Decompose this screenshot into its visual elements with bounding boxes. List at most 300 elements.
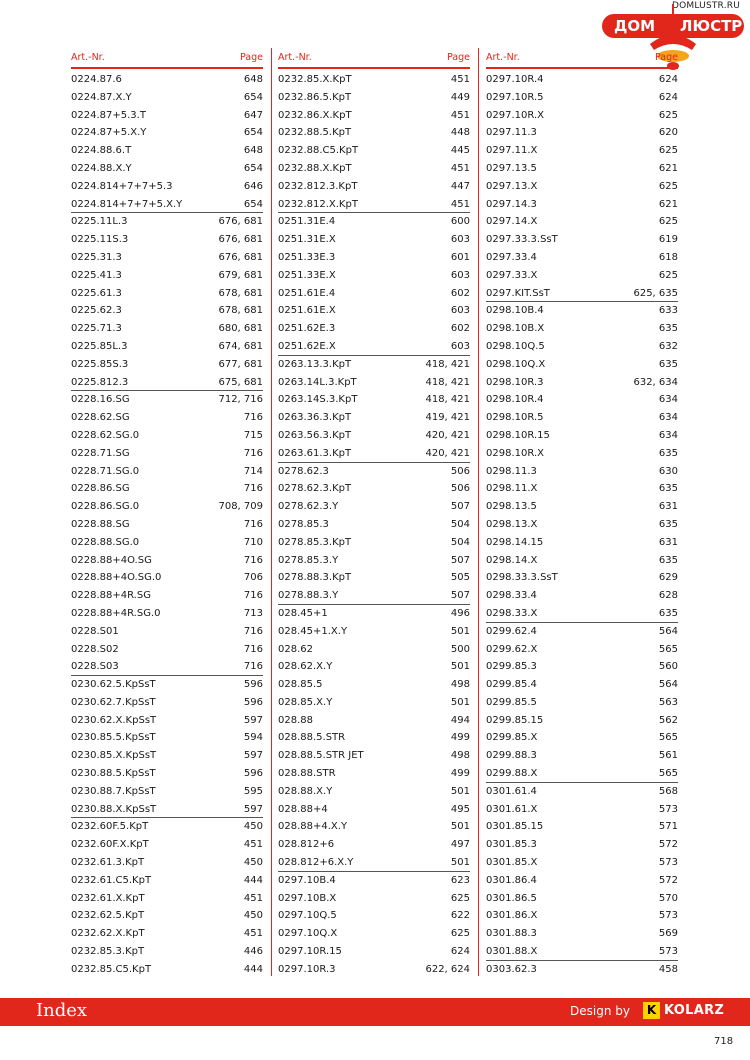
page-reference: 597 — [243, 714, 263, 726]
index-row — [278, 854, 470, 872]
article-number: 0228.62.SG.0 — [71, 429, 140, 441]
article-number: 0297.13.X — [486, 180, 538, 192]
article-number: 0224.87+5.X.Y — [71, 127, 147, 139]
article-number: 0297.13.5 — [486, 162, 537, 174]
article-number: 0301.85.X — [486, 857, 538, 869]
article-number: 0225.812.3 — [71, 376, 129, 388]
index-row — [486, 391, 678, 409]
article-number: 0297.10Q.X — [278, 928, 338, 940]
page-reference: 504 — [450, 518, 470, 530]
index-row — [486, 694, 678, 712]
article-number: 0228.86.SG — [71, 483, 130, 495]
article-number: 0298.33.3.SsT — [486, 572, 558, 584]
article-number: 028.88.X.Y — [278, 785, 333, 797]
index-row — [486, 961, 678, 979]
index-row — [486, 213, 678, 231]
page-reference: 624 — [658, 74, 678, 85]
index-row — [486, 374, 678, 392]
page-reference: 595 — [243, 785, 263, 797]
page-reference: 635 — [658, 447, 678, 459]
page-reference: 622, 624 — [425, 963, 470, 975]
article-number: 0232.812.X.KpT — [278, 198, 358, 210]
article-number: 028.62 — [278, 643, 313, 655]
footer-title: Index — [36, 1000, 88, 1021]
article-number: 028.45+1 — [278, 607, 328, 619]
brand-name: KOLARZ — [664, 1003, 725, 1018]
article-number: 0298.10Q.X — [486, 358, 546, 370]
article-number: 0298.14.X — [486, 554, 538, 566]
article-number: 0224.87.X.Y — [71, 91, 132, 103]
article-number: 0232.88.5.KpT — [278, 127, 352, 139]
page-reference: 631 — [658, 501, 678, 513]
index-row — [278, 961, 470, 979]
index-row — [71, 907, 263, 925]
article-number: 0224.87.6 — [71, 74, 122, 85]
page-reference: 706 — [243, 572, 263, 584]
page-reference: 716 — [243, 554, 263, 566]
article-number: 0224.87+5.3.T — [71, 109, 146, 121]
page-reference: 635 — [658, 323, 678, 335]
page-reference: 603 — [450, 305, 470, 317]
index-row — [278, 463, 470, 481]
index-row — [486, 623, 678, 641]
page-reference: 507 — [450, 590, 470, 602]
column-header — [71, 48, 263, 69]
index-row — [278, 747, 470, 765]
page-reference: 678, 681 — [218, 305, 263, 317]
article-number: 0299.85.5 — [486, 696, 537, 708]
article-number: 0297.10R.X — [486, 109, 544, 121]
article-number: 0278.62.3 — [278, 465, 329, 477]
index-row — [278, 71, 470, 89]
article-number: 028.88+4.X.Y — [278, 821, 348, 833]
index-row — [278, 89, 470, 107]
article-number: 028.88.5.STR JET — [278, 750, 364, 762]
article-number: 0299.85.X — [486, 732, 538, 744]
article-number: 028.88.5.STR — [278, 732, 346, 744]
article-number: 028.62.X.Y — [278, 661, 333, 673]
article-number: 0225.41.3 — [71, 269, 122, 281]
index-row — [486, 267, 678, 285]
page-reference: 498 — [450, 679, 470, 691]
page-reference: 573 — [658, 946, 678, 958]
article-number: 0278.88.3.Y — [278, 590, 339, 602]
index-row — [486, 872, 678, 890]
index-row — [71, 463, 263, 481]
index-row — [278, 320, 470, 338]
index-row — [71, 71, 263, 89]
article-number: 0228.88+4R.SG.0 — [71, 607, 161, 619]
index-row — [278, 818, 470, 836]
page-reference: 646 — [243, 180, 263, 192]
index-row — [71, 605, 263, 623]
index-row — [486, 124, 678, 142]
index-row — [71, 320, 263, 338]
article-number: 0230.88.X.KpSsT — [71, 803, 157, 815]
index-row — [71, 552, 263, 570]
index-row — [486, 107, 678, 125]
page-reference: 601 — [450, 251, 470, 263]
index-row — [71, 836, 263, 854]
index-row — [486, 409, 678, 427]
index-row — [278, 498, 470, 516]
index-row — [278, 552, 470, 570]
page-reference: 631 — [658, 536, 678, 548]
index-row — [278, 338, 470, 356]
page-reference: 596 — [243, 679, 263, 691]
index-row — [71, 124, 263, 142]
page-reference: 716 — [243, 643, 263, 655]
index-row — [486, 925, 678, 943]
article-number: 0298.10R.3 — [486, 376, 544, 388]
article-number: 0299.85.3 — [486, 661, 537, 673]
page-reference: 500 — [450, 643, 470, 655]
page-reference: 506 — [450, 465, 470, 477]
page-reference: 625 — [658, 216, 678, 228]
article-number: 0232.61.C5.KpT — [71, 874, 152, 886]
article-number: 0224.88.X.Y — [71, 162, 132, 174]
kolarz-logo-icon: K — [643, 1002, 660, 1019]
article-number: 0225.31.3 — [71, 251, 122, 263]
page-reference: 647 — [243, 109, 263, 121]
index-row — [278, 516, 470, 534]
index-row — [278, 623, 470, 641]
index-row — [71, 196, 263, 214]
index-row — [71, 712, 263, 730]
article-number: 0232.60F.5.KpT — [71, 821, 149, 833]
page-reference: 675, 681 — [218, 376, 263, 388]
footer-bar — [0, 998, 750, 1026]
index-row — [278, 391, 470, 409]
article-number: 0263.36.3.KpT — [278, 412, 352, 424]
article-number: 028.812+6.X.Y — [278, 857, 354, 869]
index-row — [71, 623, 263, 641]
index-row — [486, 516, 678, 534]
page-reference: 420, 421 — [425, 429, 470, 441]
page-reference: 448 — [450, 127, 470, 139]
index-row — [278, 196, 470, 214]
article-number: 0228.S02 — [71, 643, 119, 655]
page-reference: 561 — [658, 750, 678, 762]
article-number: 0232.812.3.KpT — [278, 180, 358, 192]
page-reference: 635 — [658, 554, 678, 566]
page-reference: 450 — [243, 821, 263, 833]
page-reference: 565 — [658, 768, 678, 780]
page-reference: 597 — [243, 803, 263, 815]
logo-site-text: DOMLUSTR.RU — [672, 1, 740, 11]
page-reference: 603 — [450, 234, 470, 246]
index-row — [278, 890, 470, 908]
article-number: 0232.85.C5.KpT — [71, 963, 152, 975]
index-row — [71, 641, 263, 659]
index-row — [71, 107, 263, 125]
column-divider — [478, 48, 479, 976]
index-row — [278, 836, 470, 854]
index-row — [71, 694, 263, 712]
page-reference: 600 — [450, 216, 470, 228]
page-reference: 499 — [450, 732, 470, 744]
article-number: 0251.61E.4 — [278, 287, 336, 299]
index-column-2 — [278, 48, 470, 977]
index-row — [278, 160, 470, 178]
index-row — [278, 534, 470, 552]
page-reference: 621 — [658, 162, 678, 174]
index-row — [71, 142, 263, 160]
page-reference: 562 — [658, 714, 678, 726]
article-number: 0278.62.3.Y — [278, 501, 339, 513]
page-reference: 602 — [450, 323, 470, 335]
page-reference: 560 — [658, 661, 678, 673]
index-row — [71, 231, 263, 249]
page-reference: 654 — [243, 91, 263, 103]
index-row — [278, 302, 470, 320]
index-rows — [278, 71, 470, 979]
logo-bar — [602, 14, 744, 38]
page-reference: 680, 681 — [218, 323, 263, 335]
page-reference: 444 — [243, 874, 263, 886]
page-reference: 420, 421 — [425, 447, 470, 459]
column-header — [278, 48, 470, 69]
page-reference: 451 — [450, 109, 470, 121]
index-row — [71, 801, 263, 819]
index-row — [486, 676, 678, 694]
article-number: 0228.S03 — [71, 661, 119, 673]
index-row — [278, 676, 470, 694]
article-number: 0228.71.SG.0 — [71, 465, 140, 477]
page-reference: 677, 681 — [218, 358, 263, 370]
article-number: 028.812+6 — [278, 839, 335, 851]
page-reference: 676, 681 — [218, 251, 263, 263]
article-number: 0228.88.SG — [71, 518, 130, 530]
index-row — [486, 302, 678, 320]
article-number: 0297.10R.4 — [486, 74, 544, 85]
index-row — [71, 498, 263, 516]
index-row — [278, 356, 470, 374]
page-reference: 565 — [658, 643, 678, 655]
page-reference: 501 — [450, 857, 470, 869]
article-number: 0298.10R.5 — [486, 412, 544, 424]
page-reference: 716 — [243, 518, 263, 530]
article-number: 0251.61E.X — [278, 305, 336, 317]
index-row — [486, 445, 678, 463]
page-reference: 572 — [658, 874, 678, 886]
page-reference: 634 — [658, 394, 678, 406]
index-row — [71, 747, 263, 765]
article-number: 0301.61.4 — [486, 785, 537, 797]
page-reference: 504 — [450, 536, 470, 548]
article-number: 0230.85.X.KpSsT — [71, 750, 157, 762]
article-number: 0263.61.3.KpT — [278, 447, 352, 459]
index-row — [278, 712, 470, 730]
page-reference: 648 — [243, 145, 263, 157]
index-row — [278, 231, 470, 249]
page-reference: 633 — [658, 305, 678, 317]
page-header: Page — [240, 52, 263, 63]
article-number: 0225.61.3 — [71, 287, 122, 299]
article-number: 0230.62.5.KpSsT — [71, 679, 156, 691]
index-row — [486, 196, 678, 214]
page-reference: 619 — [658, 234, 678, 246]
article-number: 0230.88.5.KpSsT — [71, 768, 156, 780]
index-row — [278, 943, 470, 961]
index-row — [278, 694, 470, 712]
page-reference: 654 — [243, 198, 263, 210]
article-number: 0232.88.X.KpT — [278, 162, 352, 174]
index-row — [486, 285, 678, 303]
page-reference: 564 — [658, 625, 678, 637]
page-reference: 634 — [658, 412, 678, 424]
page-reference: 501 — [450, 821, 470, 833]
index-row — [71, 285, 263, 303]
article-number: 0298.11.X — [486, 483, 538, 495]
index-row — [486, 480, 678, 498]
page-reference: 501 — [450, 785, 470, 797]
page-reference: 419, 421 — [425, 412, 470, 424]
page-number: 718 — [714, 1036, 734, 1047]
page-reference: 505 — [450, 572, 470, 584]
page-reference: 498 — [450, 750, 470, 762]
article-number: 0232.85.X.KpT — [278, 74, 352, 85]
page-reference: 713 — [243, 607, 263, 619]
page-reference: 654 — [243, 127, 263, 139]
article-number: 0298.10Q.5 — [486, 340, 545, 352]
page-reference: 716 — [243, 483, 263, 495]
page-reference: 625 — [658, 180, 678, 192]
article-number: 0299.85.15 — [486, 714, 544, 726]
page-reference: 564 — [658, 679, 678, 691]
article-number: 0298.10R.4 — [486, 394, 544, 406]
index-row — [71, 249, 263, 267]
page-reference: 597 — [243, 750, 263, 762]
article-number: 0228.S01 — [71, 625, 119, 637]
index-row — [486, 765, 678, 783]
article-number: 0278.85.3.Y — [278, 554, 339, 566]
index-row — [278, 783, 470, 801]
index-row — [278, 765, 470, 783]
page-reference: 625 — [450, 892, 470, 904]
index-column-3 — [486, 48, 678, 977]
article-number: 0251.62E.3 — [278, 323, 336, 335]
article-number: 0251.33E.X — [278, 269, 336, 281]
article-number: 0297.10B.X — [278, 892, 337, 904]
page-reference: 603 — [450, 340, 470, 352]
page-reference: 501 — [450, 696, 470, 708]
article-number: 0278.85.3.KpT — [278, 536, 352, 548]
article-number: 0232.62.5.KpT — [71, 910, 145, 922]
index-row — [486, 943, 678, 961]
page-reference: 563 — [658, 696, 678, 708]
index-row — [278, 409, 470, 427]
page-reference: 573 — [658, 857, 678, 869]
page-reference: 568 — [658, 785, 678, 797]
page-reference: 635 — [658, 518, 678, 530]
page-reference: 716 — [243, 412, 263, 424]
page-reference: 714 — [243, 465, 263, 477]
index-row — [278, 213, 470, 231]
article-number: 0299.85.4 — [486, 679, 537, 691]
page-reference: 450 — [243, 857, 263, 869]
page-reference: 629 — [658, 572, 678, 584]
index-row — [278, 605, 470, 623]
page-reference: 572 — [658, 839, 678, 851]
index-row — [71, 213, 263, 231]
page-reference: 632 — [658, 340, 678, 352]
index-row — [486, 249, 678, 267]
index-row — [486, 587, 678, 605]
page-reference: 451 — [450, 198, 470, 210]
index-row — [278, 267, 470, 285]
article-number: 0298.14.15 — [486, 536, 544, 548]
index-row — [71, 890, 263, 908]
index-row — [486, 338, 678, 356]
article-number: 0297.33.4 — [486, 251, 537, 263]
page-reference: 625 — [450, 928, 470, 940]
page-reference: 449 — [450, 91, 470, 103]
index-row — [278, 124, 470, 142]
page-reference: 495 — [450, 803, 470, 815]
article-number: 0224.814+7+7+5.X.Y — [71, 198, 183, 210]
index-row — [71, 943, 263, 961]
index-row — [486, 712, 678, 730]
page-reference: 594 — [243, 732, 263, 744]
page-reference: 654 — [243, 162, 263, 174]
index-row — [71, 854, 263, 872]
page-reference: 674, 681 — [218, 340, 263, 352]
page-reference: 451 — [450, 162, 470, 174]
article-number: 0225.85L.3 — [71, 340, 128, 352]
index-row — [278, 285, 470, 303]
article-number: 0297.KIT.SsT — [486, 287, 550, 299]
page-reference: 648 — [243, 74, 263, 85]
article-number: 0225.11L.3 — [71, 216, 128, 228]
article-number: 0232.88.C5.KpT — [278, 145, 359, 157]
article-number: 0297.10R.3 — [278, 963, 336, 975]
index-row — [486, 818, 678, 836]
page-reference: 418, 421 — [425, 394, 470, 406]
page-reference: 676, 681 — [218, 234, 263, 246]
index-row — [486, 231, 678, 249]
page-reference: 451 — [243, 928, 263, 940]
page-reference: 603 — [450, 269, 470, 281]
index-row — [278, 925, 470, 943]
page-reference: 602 — [450, 287, 470, 299]
page-reference: 445 — [450, 145, 470, 157]
article-number: 0228.88+4O.SG — [71, 554, 152, 566]
article-number: 0232.60F.X.KpT — [71, 839, 149, 851]
index-row — [71, 391, 263, 409]
page-reference: 632, 634 — [633, 376, 678, 388]
article-number: 0301.88.3 — [486, 928, 537, 940]
page-reference: 506 — [450, 483, 470, 495]
index-row — [486, 356, 678, 374]
index-row — [486, 569, 678, 587]
index-row — [71, 445, 263, 463]
page-reference: 573 — [658, 910, 678, 922]
page-reference: 446 — [243, 946, 263, 958]
page-reference: 618 — [658, 251, 678, 263]
article-number: 0232.61.3.KpT — [71, 857, 145, 869]
page-reference: 573 — [658, 803, 678, 815]
index-row — [278, 641, 470, 659]
page-reference: 622 — [450, 910, 470, 922]
article-number: 0297.10R.5 — [486, 91, 544, 103]
article-number: 0297.10Q.5 — [278, 910, 337, 922]
page-reference: 628 — [658, 590, 678, 602]
index-row — [486, 658, 678, 676]
article-number: 028.88+4 — [278, 803, 328, 815]
index-row — [71, 729, 263, 747]
index-row — [278, 107, 470, 125]
